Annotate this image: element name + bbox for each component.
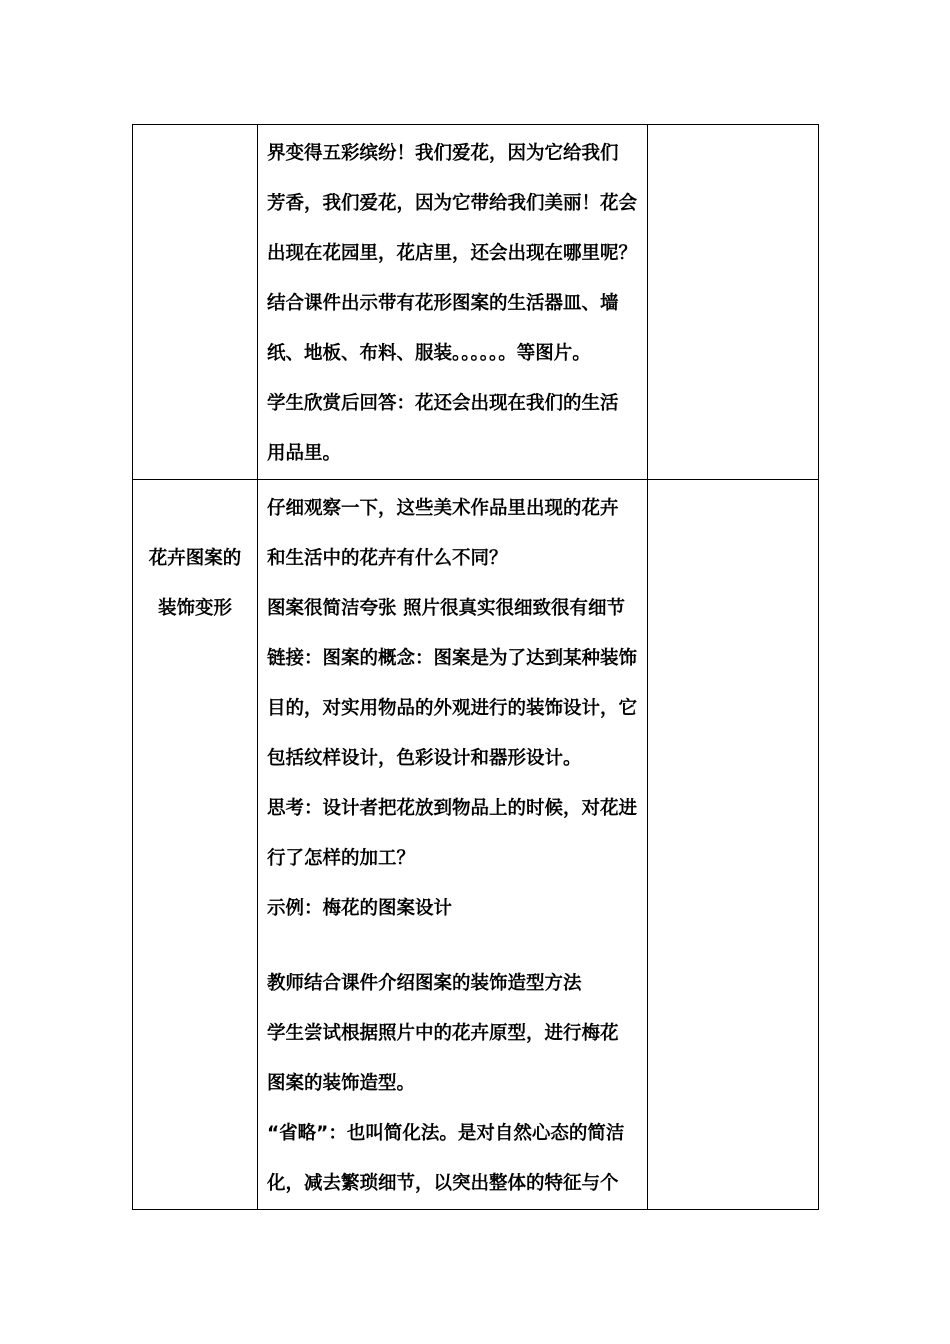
activity-content-cell: [258, 480, 648, 1210]
text-line: 出现在花园里，花店里，还会出现在哪里呢？: [267, 243, 638, 264]
text-line: 用品里。: [267, 443, 342, 464]
text-line: 芳香，我们爱花，因为它带给我们美丽！花会: [267, 193, 638, 214]
text-line: 示例：梅花的图案设计: [267, 898, 453, 919]
section-label-cell: [133, 480, 258, 1210]
text-line: 包括纹样设计，色彩设计和器形设计。: [267, 748, 582, 769]
text-line: 纸、地板、布料、服装。。。。。。等图片。: [267, 343, 591, 364]
text-line: 学生尝试根据照片中的花卉原型，进行梅花: [267, 1023, 619, 1044]
text-line: 化，减去繁琐细节，以突出整体的特征与个: [267, 1173, 619, 1194]
activity-content-cell: [258, 125, 648, 480]
paragraph-group: [267, 484, 639, 934]
text-line: 行了怎样的加工？: [267, 848, 416, 869]
text-line: “省略”：也叫简化法。是对自然心态的简洁: [267, 1123, 625, 1144]
text-line: 和生活中的花卉有什么不同？: [267, 548, 508, 569]
section-label-line: 装饰变形: [157, 598, 232, 619]
text-line: 学生欣赏后回答：花还会出现在我们的生活: [267, 393, 619, 414]
table-row: [133, 125, 819, 480]
notes-cell: [648, 125, 819, 480]
paragraph-gap: [267, 934, 639, 959]
text-line: 界变得五彩缤纷！我们爱花，因为它给我们: [267, 143, 619, 164]
section-label: [133, 125, 257, 179]
lesson-plan-table: [132, 124, 819, 1210]
text-line: 图案的装饰造型。: [267, 1073, 416, 1094]
activity-text: [258, 125, 647, 479]
text-line: 链接：图案的概念：图案是为了达到某种装饰: [267, 648, 638, 669]
text-line: 结合课件出示带有花形图案的生活器皿、墙: [267, 293, 619, 314]
text-line: 目的，对实用物品的外观进行的装饰设计，它: [267, 698, 638, 719]
text-line: 图案很简洁夸张 照片很真实很细致很有细节: [267, 598, 625, 619]
table-row: [133, 480, 819, 1210]
section-label-line: 花卉图案的: [148, 548, 242, 569]
activity-text: [258, 480, 647, 1209]
section-label: [133, 480, 257, 634]
section-label-cell: [133, 125, 258, 480]
text-line: 教师结合课件介绍图案的装饰造型方法: [267, 973, 582, 994]
text-line: 思考：设计者把花放到物品上的时候，对花进: [267, 798, 638, 819]
paragraph-group: [267, 959, 639, 1209]
notes-cell: [648, 480, 819, 1210]
text-line: 仔细观察一下，这些美术作品里出现的花卉: [267, 498, 619, 519]
